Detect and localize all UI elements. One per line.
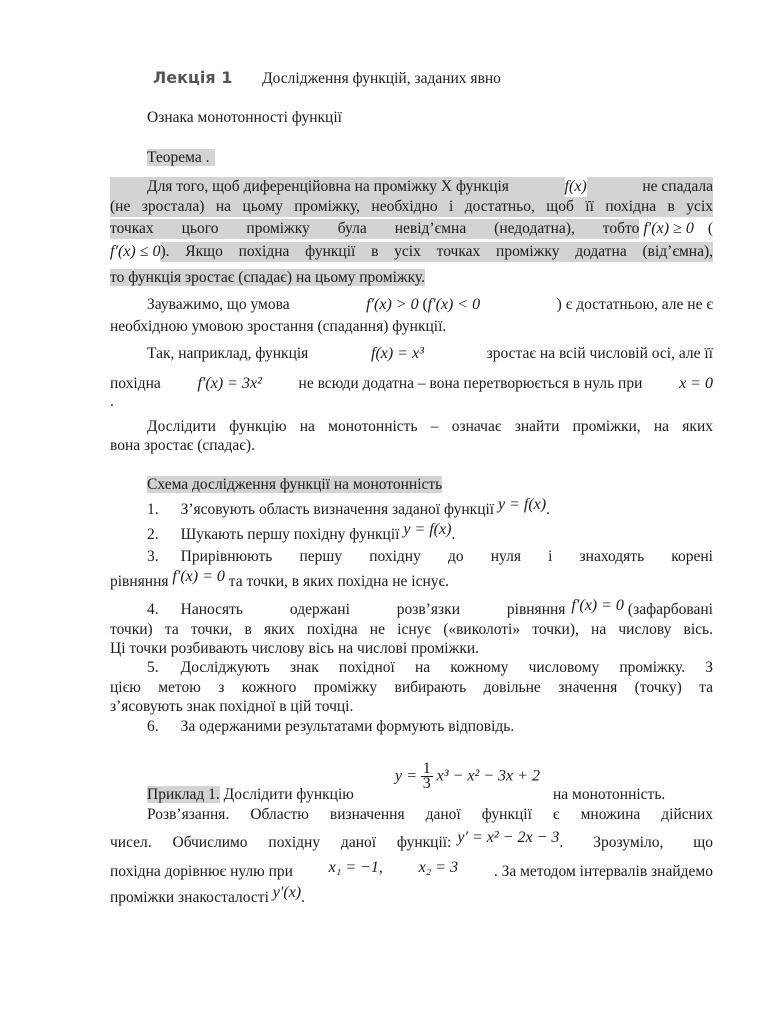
theorem-line-2: (не зростала) на цьому проміжку, необхідно і достатньо, щоб її похідна в усіх	[110, 198, 713, 215]
lecture-header	[153, 68, 501, 89]
cond-pos-math: f′(x) > 0	[366, 296, 419, 313]
step3-equation-math: f′(x) = 0	[172, 568, 225, 585]
investigate-line-2: вона зростає (спадає).	[110, 437, 255, 454]
theorem-line-5: то функція зростає (спадає) на цьому проміжку.	[110, 269, 425, 286]
step4-equation-math: f′(x) = 0	[571, 597, 624, 614]
cubic-function-math: f(x) = x³	[371, 345, 424, 362]
scheme-title: Схема дослідження функції на монотонність	[147, 476, 443, 493]
cond-neg-math: f′(x) < 0	[427, 296, 481, 313]
solution-line-1: Розв’язання. Областю визначення даної функції є множина дійсних	[147, 806, 713, 823]
scheme-step-5-line-3: з’ясовують знак похідної в цій точці.	[110, 698, 354, 715]
root-x2-math: x₂ = 3	[418, 859, 459, 876]
solution-line-2: чисел. Обчислимо похідну даної функції: y′ = x² − 2x − 3 . Зрозуміло, що	[110, 829, 713, 851]
example1-label: Приклад 1.	[147, 786, 220, 803]
example-cubic-line-1: Так, наприклад, функція f(x) = x³ зростає на всій числовій осі, але її	[147, 345, 713, 362]
theorem-line-1: Для того, щоб диференційовна на проміжку X функція f(x) не спадала	[110, 177, 713, 197]
solution-line-3: похідна дорівнює нулю при x₁ = −1, x₂ = 3 . За методом інтервалів знайдемо	[110, 859, 713, 880]
root-x1-math: x₁ = −1,	[328, 859, 383, 876]
scheme-step-5-line-1: 5. Досліджують знак похідної на кожному числовому проміжку. З	[147, 659, 713, 676]
section-title: Ознака монотонності функції	[147, 109, 342, 126]
cond-nonpos-math: f′(x) ≤ 0	[110, 243, 161, 260]
scheme-step-6: 6. За одержаними результатами формують відповідь.	[147, 718, 515, 735]
lecture-number: Лекція 1	[153, 68, 233, 87]
theorem-line-3: точках цього проміжку була невід’ємна (недодатна), тобто f′(x) ≥ 0 (	[110, 220, 713, 237]
step1-function-math: y = f(x)	[497, 496, 547, 513]
scheme-step-3-line-1: 3. Прирівнюють першу похідну до нуля і знаходять корені	[147, 548, 713, 565]
theorem-label: Теорема .	[147, 148, 215, 168]
scheme-step-1: 1. З’ясовують область визначення заданої функції y = f(x).	[147, 496, 550, 518]
remark-line-2: необхідною умовою зростання (спадання) функції.	[110, 318, 447, 335]
example1-function-math: y = $\frac{1}{3}$ x³ − x² − 3x + 2	[395, 760, 540, 792]
scheme-step-5-line-2: цією метою з кожного проміжку вибирають довільне значення (точку) та	[110, 679, 713, 696]
derivative-math: y′ = x² − 2x − 3	[457, 829, 560, 846]
example-cubic-line-2: похідна f′(x) = 3x² не всюди додатна – вона перетворюється в нуль при x = 0	[110, 375, 713, 392]
zero-point-math: x = 0	[679, 375, 713, 392]
lecture-title: Дослідження функцій, заданих явно	[262, 70, 501, 87]
fraction-one-third: $\frac{1}{3}$	[422, 760, 431, 792]
cubic-derivative-math: f′(x) = 3x²	[197, 375, 262, 392]
scheme-step-4-line-3: Ці точки розбивають числову вісь на числові проміжки.	[110, 640, 480, 657]
cond-nonneg-math: f′(x) ≥ 0	[643, 220, 694, 237]
example-cubic-dot: .	[110, 393, 114, 410]
remark-line-1: Зауважимо, що умова f′(x) > 0 (f′(x) < 0 ) є достатньою, але не є	[147, 296, 713, 313]
function-f-math: f(x)	[564, 178, 587, 195]
scheme-step-3-line-2: рівняння f′(x) = 0 та точки, в яких похідна не існує.	[110, 568, 450, 590]
example1-line-1: Приклад 1. Дослідити функцію на монотонність.	[147, 786, 666, 803]
step2-function-math: y = f(x)	[403, 521, 452, 538]
solution-line-4: проміжки знакосталості y′(x).	[110, 884, 305, 906]
scheme-step-4-line-2: точки) та точки, в яких похідна не існує («виколоті» точки), на числову вісь.	[110, 621, 713, 638]
scheme-step-4-line-1: 4. Наносять одержані розв’язки рівняння f′(x) = 0 (зафарбовані	[147, 597, 713, 618]
scheme-step-2: 2. Шукають першу похідну функції y = f(x).	[147, 521, 456, 543]
theorem-line-4: f′(x) ≤ 0 ). Якщо похідна функції в усіх точках проміжку додатна (від’ємна),	[110, 243, 713, 260]
yprime-math: y′(x)	[272, 884, 302, 901]
investigate-line-1: Дослідити функцію на монотонність – означає знайти проміжки, на яких	[147, 418, 713, 435]
